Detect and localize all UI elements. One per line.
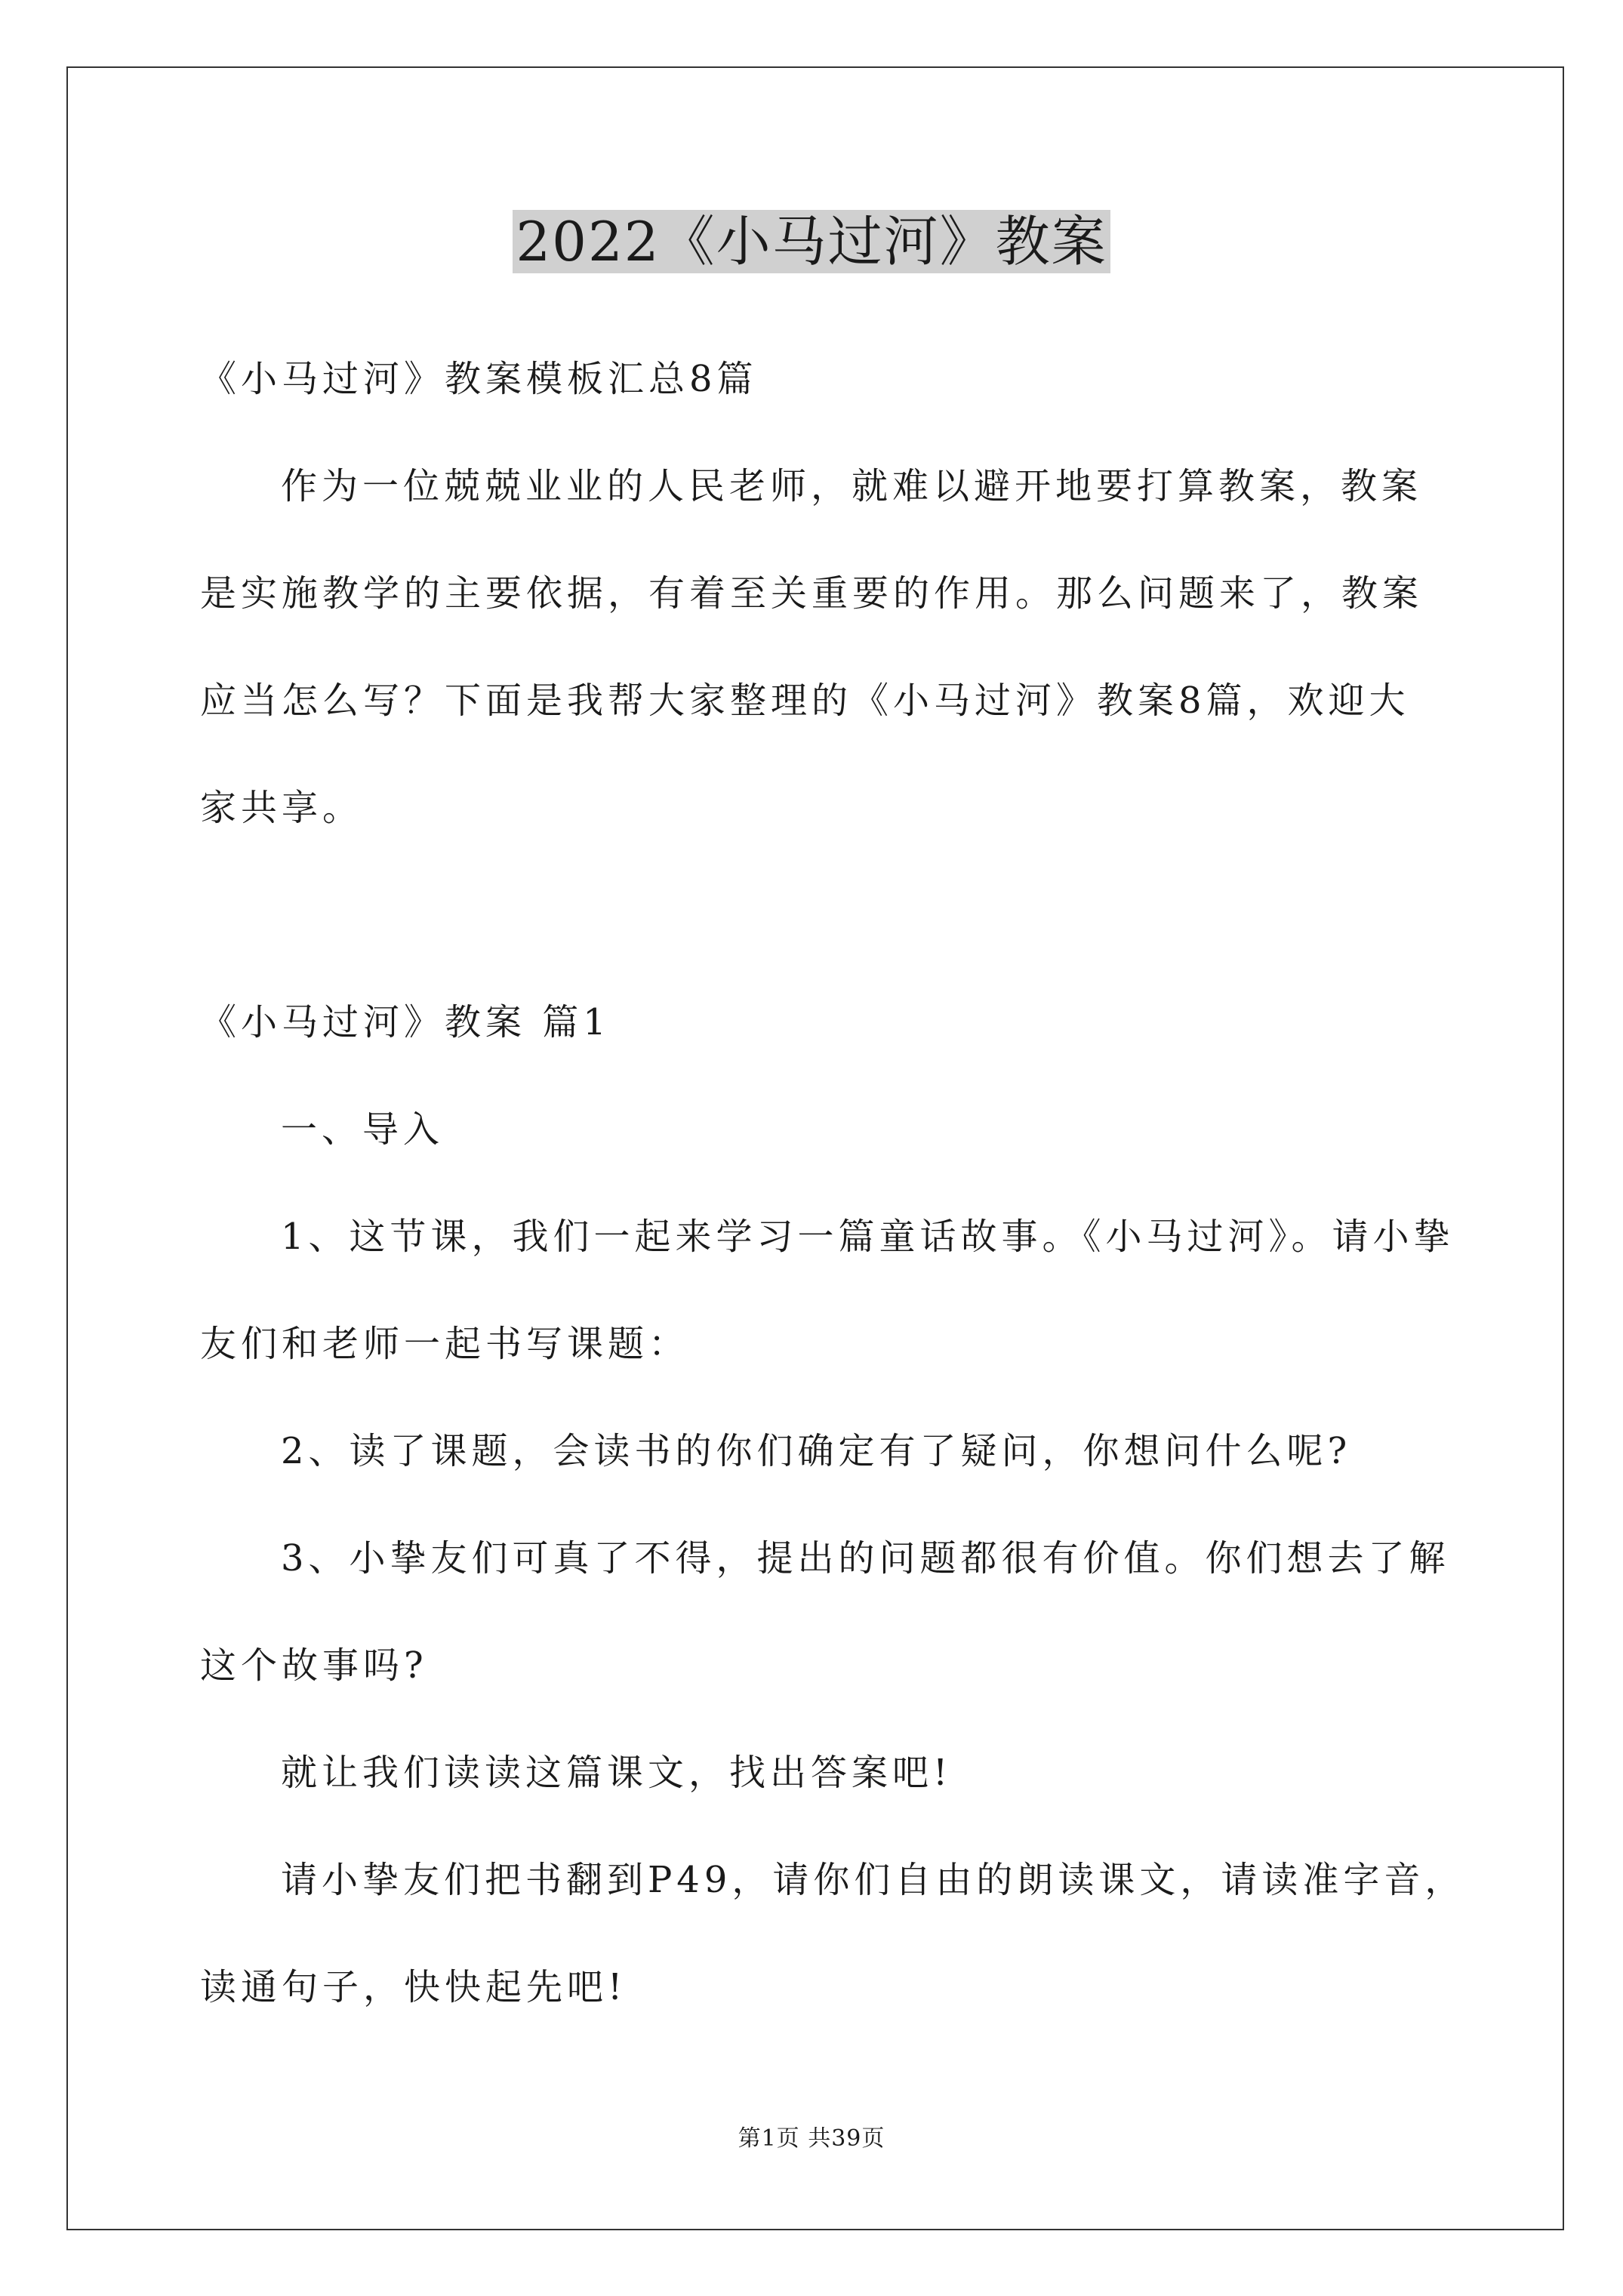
document-title [0, 204, 1623, 279]
document-title-text: 2022《小马过河》教案 [513, 210, 1110, 273]
body-line-5: 3、小挚友们可真了不得，提出的问题都很有价值。你们想去了解 [281, 1537, 1450, 1579]
section-heading: 《小马过河》教案 篇1 [200, 1001, 611, 1043]
body-line-7: 就让我们读读这篇课文，找出答案吧! [281, 1752, 953, 1794]
intro-line-4: 家共享。 [200, 787, 364, 829]
intro-line-1: 作为一位兢兢业业的人民老师，就难以避开地要打算教案，教案 [281, 465, 1423, 507]
body-line-4: 2、读了课题，会读书的你们确定有了疑问，你想问什么呢? [281, 1430, 1352, 1472]
body-line-3: 友们和老师一起书写课题： [200, 1323, 690, 1365]
page-footer: 第1页 共39页 [738, 2125, 885, 2152]
body-line-9: 读通句子，快快起先吧! [200, 1966, 627, 2008]
body-line-2: 1、这节课，我们一起来学习一篇童话故事。《小马过河》。请小挚 [281, 1216, 1455, 1258]
document-subtitle: 《小马过河》教案模板汇总8篇 [200, 358, 758, 400]
body-line-8: 请小挚友们把书翻到P49，请你们自由的朗读课文，请读准字音， [281, 1859, 1466, 1901]
intro-line-3: 应当怎么写？下面是我帮大家整理的《小马过河》教案8篇，欢迎大 [200, 680, 1410, 722]
intro-line-2: 是实施教学的主要依据，有着至关重要的作用。那么问题来了，教案 [200, 572, 1424, 615]
body-line-6: 这个故事吗? [200, 1644, 428, 1687]
body-line-1: 一、导入 [281, 1108, 445, 1151]
